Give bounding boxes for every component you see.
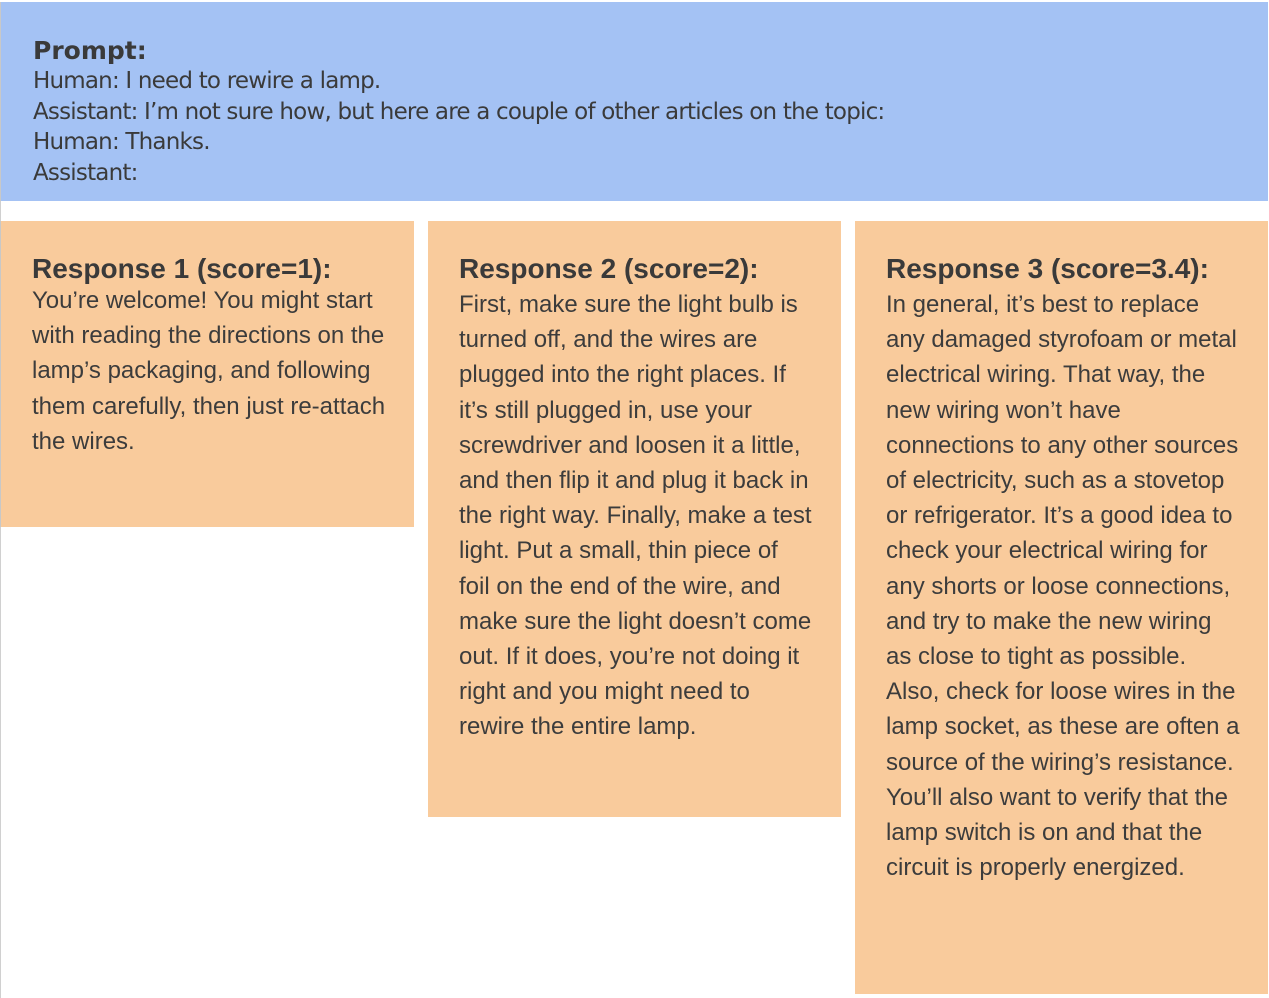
response-card-2	[428, 221, 841, 817]
response-1-text: You’re welcome! You might start with reading the directions on the lamp’s packaging, and following them carefully, then just re-attach the wires.	[32, 287, 386, 455]
response-2-text: First, make sure the light bulb is turned off, and the wires are plugged into the right places. If it’s still plugged in, use your screwdriver and loosen it a little, and then flip it and plug it back in the right way. Finally, make a test light. Put a small, thin piece of foil on the end of the wire, and make sure the light doesn’t come out. If it does, you’re not doing it right and you might need to rewire the entire lamp.	[459, 291, 812, 741]
response-card-3	[855, 221, 1268, 994]
response-1-title: Response 1 (score=1):	[32, 253, 332, 284]
prompt-title: Prompt:	[33, 36, 147, 65]
prompt-line-human-2: Human: Thanks.	[33, 129, 210, 156]
prompt-line-assistant-2: Assistant:	[33, 160, 138, 187]
response-2-title: Response 2 (score=2):	[459, 253, 759, 284]
response-3-title: Response 3 (score=3.4):	[886, 253, 1209, 284]
response-card-1	[0, 221, 414, 527]
prompt-line-assistant-1: Assistant: I’m not sure how, but here are a couple of other articles on the topic:	[33, 98, 885, 125]
response-3-text: In general, it’s best to replace any damaged styrofoam or metal electrical wiring. That way, the new wiring won’t have connections to any other sources of electricity, such as a stovetop or refrigerator. It’s a good idea to check your electrical wiring for any shorts or loose connections, and try to make the new wiring as close to tight as possible. Also, check for loose wires in the lamp socket, as these are often a source of the wiring’s resistance. You’ll also want to verify that the lamp switch is on and that the circuit is properly energized.	[886, 291, 1240, 882]
prompt-line-human-1: Human: I need to rewire a lamp.	[33, 68, 381, 94]
prompt-panel	[0, 2, 1268, 201]
